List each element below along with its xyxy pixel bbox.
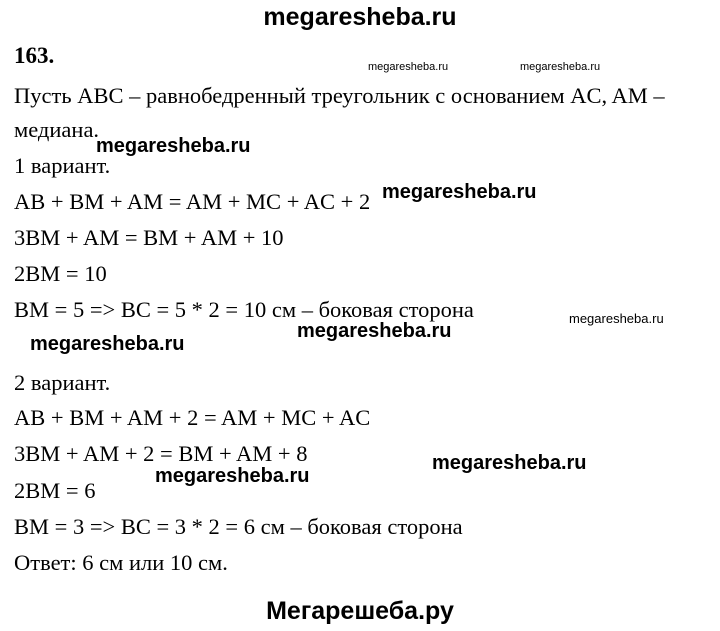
variant1-eq3: 2BM = 10 [14, 261, 107, 286]
variant2-eq2: 3BM + AM + 2 = BM + AM + 8 [14, 441, 308, 466]
intro-line-2: медиана. [14, 117, 100, 142]
watermark: megaresheba.ru [155, 465, 310, 487]
problem-number: 163. [14, 43, 55, 68]
variant1-title: 1 вариант. [14, 153, 111, 178]
variant2-eq3: 2BM = 6 [14, 478, 96, 503]
site-footer: Мегарешеба.ру [266, 597, 454, 625]
watermark: megaresheba.ru [569, 311, 664, 326]
watermark: megaresheba.ru [297, 320, 452, 342]
variant1-eq1: AB + BM + AM = AM + MC + AC + 2 [14, 189, 371, 214]
variant2-title: 2 вариант. [14, 370, 111, 395]
variant1-eq4: BM = 5 => BC = 5 * 2 = 10 см – боковая сторона [14, 297, 474, 322]
watermark: megaresheba.ru [432, 452, 587, 474]
watermark: megaresheba.ru [520, 61, 601, 73]
watermark: megaresheba.ru [382, 181, 537, 203]
site-header: megaresheba.ru [263, 3, 457, 31]
variant2-eq1: AB + BM + AM + 2 = AM + MC + AC [14, 405, 371, 430]
watermark: megaresheba.ru [30, 333, 185, 355]
intro-line-1: Пусть ABC – равнобедренный треугольник с основанием AC, AM – [14, 83, 665, 108]
variant1-eq2: 3BM + AM = BM + AM + 10 [14, 225, 284, 250]
watermark: megaresheba.ru [96, 135, 251, 157]
watermark: megaresheba.ru [368, 61, 449, 73]
answer: Ответ: 6 см или 10 см. [14, 550, 228, 575]
variant2-eq4: BM = 3 => BC = 3 * 2 = 6 см – боковая сторона [14, 514, 463, 539]
